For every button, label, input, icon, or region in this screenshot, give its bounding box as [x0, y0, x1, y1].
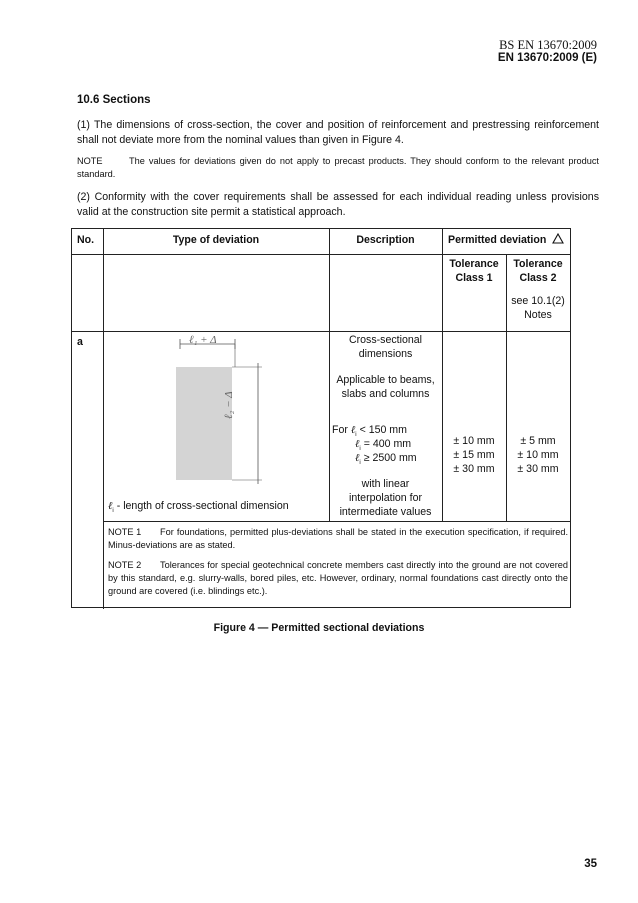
condition-3: ℓ$_i$ ≥ 2500 mm	[355, 452, 417, 467]
header-permitted	[448, 233, 564, 247]
diagram-side-label: ℓ₂ − Δ	[223, 391, 235, 419]
table-note-tag: NOTE 2	[108, 560, 142, 570]
tol2-value: ± 30 mm	[517, 463, 559, 475]
legend-text: - length of cross-sectional dimension	[116, 500, 289, 512]
header-type: Type of deviation	[172, 234, 260, 246]
desc-cross-sectional: Cross-sectional dimensions	[348, 334, 422, 360]
table-hline	[72, 254, 570, 255]
desc-applicable: Applicable to beams, slabs and columns	[336, 374, 435, 400]
table-note-2	[108, 559, 568, 598]
cross-section-diagram	[162, 329, 272, 489]
header-no: No.	[77, 234, 95, 246]
ell-symbol: ℓ	[355, 439, 360, 450]
tol2-value: ± 5 mm	[520, 435, 556, 447]
condition-1: For ℓ$_i$ < 150 mm	[332, 424, 407, 439]
table-vline	[103, 229, 104, 609]
desc-interpolation: with linear interpolation for intermediate values	[339, 478, 432, 518]
for-label: For	[332, 424, 348, 436]
paragraph-2: (2) Conformity with the cover requirements shall be assessed for each individual reading unless provisions valid at the construction site permit a statistical approach.	[77, 191, 599, 218]
table-hline	[103, 521, 570, 522]
paragraph-1: (1) The dimensions of cross-section, the cover and position of reinforcement and prestressing reinforcement shall not deviate more from the nominal values than given in Figure 4.	[77, 119, 599, 146]
note-text: The values for deviations given do not apply to precast products. They should conform to the relevant product standard.	[77, 156, 599, 179]
figure-caption: Figure 4 — Permitted sectional deviations	[213, 622, 425, 634]
table-note-text: For foundations, permitted plus-deviations shall be stated in the execution specification, if required. Minus-deviations are as stated.	[108, 527, 568, 550]
delta-icon	[552, 233, 564, 244]
tolerance-class-1: Tolerance Class 1	[449, 258, 499, 284]
tolerance-1-values	[442, 434, 506, 476]
table-note-1	[108, 526, 568, 552]
diagram-top-label: ℓ₁ + Δ	[189, 334, 217, 346]
note-block	[77, 155, 599, 181]
tol1-value: ± 10 mm	[453, 435, 495, 447]
tol2-value: ± 10 mm	[517, 449, 559, 461]
standard-designation-en: EN 13670:2009 (E)	[497, 52, 597, 64]
deviation-table	[71, 228, 571, 608]
tolerance-2-values	[506, 434, 570, 476]
note-tag: NOTE	[77, 156, 103, 166]
ell-symbol: ℓ	[355, 453, 360, 464]
condition-2: ℓ$_i$ = 400 mm	[355, 438, 412, 453]
condition-3-value: ≥ 2500 mm	[363, 452, 417, 464]
header-description: Description	[356, 234, 415, 246]
table-note-text: Tolerances for special geotechnical concrete members cast directly into the ground are not covered by this standard, e.g. slurry-walls, bored piles, etc. However, ordinary, normal foundations cast directly onto the ground are covered (i.e. blindings etc.).	[108, 560, 568, 596]
ell-symbol: ℓ	[350, 425, 356, 436]
table-vline	[329, 229, 330, 521]
row-id: a	[77, 336, 83, 348]
ell-symbol: ℓ	[108, 501, 113, 512]
tol1-value: ± 30 mm	[453, 463, 495, 475]
condition-1-value: < 150 mm	[359, 424, 407, 436]
legend: ℓ$_i$ - length of cross-sectional dimension	[108, 500, 289, 515]
table-hline	[72, 331, 570, 332]
condition-2-value: = 400 mm	[363, 438, 412, 450]
tolerance-class-2: Tolerance Class 2	[513, 258, 563, 284]
section-heading: 10.6 Sections	[77, 94, 151, 106]
tol1-value: ± 15 mm	[453, 449, 495, 461]
page-number: 35	[584, 858, 597, 870]
standard-designation: BS EN 13670:2009	[499, 38, 597, 52]
header-permitted-label: Permitted deviation	[448, 234, 547, 246]
table-note-tag: NOTE 1	[108, 527, 142, 537]
tolerance-reference: see 10.1(2) Notes	[511, 295, 565, 321]
